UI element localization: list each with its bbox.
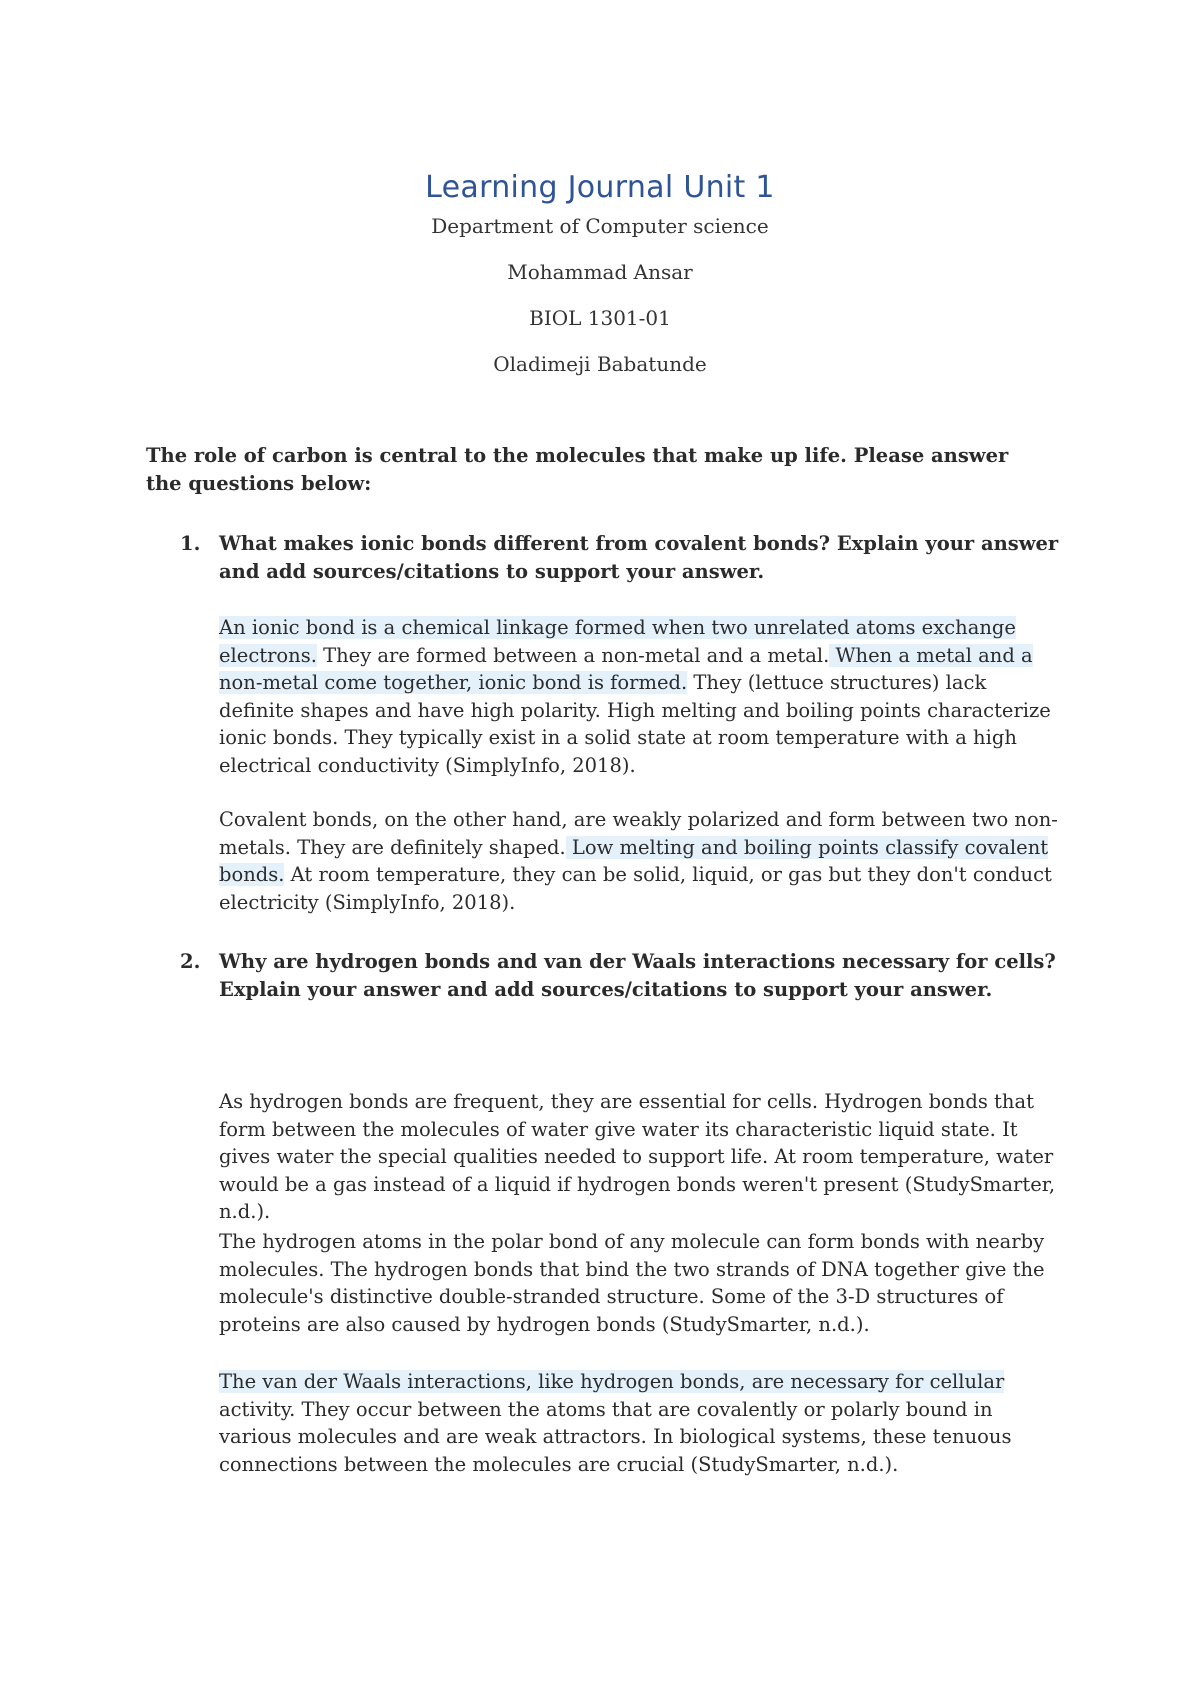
answer-2-paragraph-3 — [219, 1368, 1059, 1478]
highlighted-text: The van der Waals interactions, like hydrogen bonds, are necessary for cellular — [219, 1370, 1005, 1393]
intro-prompt: The role of carbon is central to the molecules that make up life. Please answer the questions below: — [146, 444, 1009, 495]
question-2-text: Why are hydrogen bonds and van der Waals interactions necessary for cells? Explain your answer and add sources/citations to support your answer. — [219, 950, 1056, 1001]
answer-text: They are formed between a non-metal and a metal. — [316, 643, 830, 667]
course-line: BIOL 1301-01 — [529, 306, 671, 330]
instructor-line: Oladimeji Babatunde — [493, 352, 707, 376]
question-1-text: What makes ionic bonds different from covalent bonds? Explain your answer and add sources/citations to support your answer. — [219, 532, 1059, 583]
department-line: Department of Computer science — [431, 214, 769, 238]
answer-1-paragraph-2 — [219, 806, 1059, 916]
answer-text: At room temperature, they can be solid, liquid, or gas but they don't conduct electricity (SimplyInfo, 2018). — [219, 863, 1052, 914]
document-title: Learning Journal Unit 1 — [425, 170, 775, 205]
answer-1-paragraph-1 — [219, 614, 1059, 780]
highlighted-text: When a metal and a non-metal come together, ionic bond is formed. — [219, 643, 1033, 695]
answer-2-paragraph-1 — [219, 1088, 1059, 1226]
answer-text: activity. They occur between the atoms that are covalently or polarly bound in various molecules and are weak attractors. In biological systems, these tenuous connections between the molecules are crucial (StudySmarter, n.d.). — [219, 1397, 1012, 1476]
answer-2-paragraph-2 — [219, 1228, 1059, 1338]
question-2-number: 2. — [180, 950, 201, 973]
author-line: Mohammad Ansar — [507, 260, 693, 284]
answer-text: The hydrogen atoms in the polar bond of any molecule can form bonds with nearby molecules. The hydrogen bonds that bind the two strands of DNA together give the molecule's distinctive double-stranded structure. Some of the 3-D structures of proteins are also caused by hydrogen bonds (StudySmarter, n.d.). — [219, 1230, 1045, 1336]
highlighted-text: Low melting and boiling points classify covalent bonds. — [219, 835, 1049, 887]
answer-text: As hydrogen bonds are frequent, they are essential for cells. Hydrogen bonds that form between the molecules of water give water its characteristic liquid state. It gives water the special qualities needed to support life. At room temperature, water would be a gas instead of a liquid if hydrogen bonds weren't present (StudySmarter, n.d.). — [219, 1090, 1056, 1224]
answer-text: Covalent bonds, on the other hand, are weakly polarized and form between two non-metals. They are definitely shaped. — [219, 808, 1058, 859]
question-1-number: 1. — [180, 532, 201, 555]
answer-text: They (lettuce structures) lack definite shapes and have high polarity. High melting and boiling points characterize ionic bonds. They typically exist in a solid state at room temperature with a high electrical conductivity (SimplyInfo, 2018). — [219, 671, 1051, 777]
highlighted-text: An ionic bond is a chemical linkage formed when two unrelated atoms exchange electrons. — [219, 616, 1016, 667]
